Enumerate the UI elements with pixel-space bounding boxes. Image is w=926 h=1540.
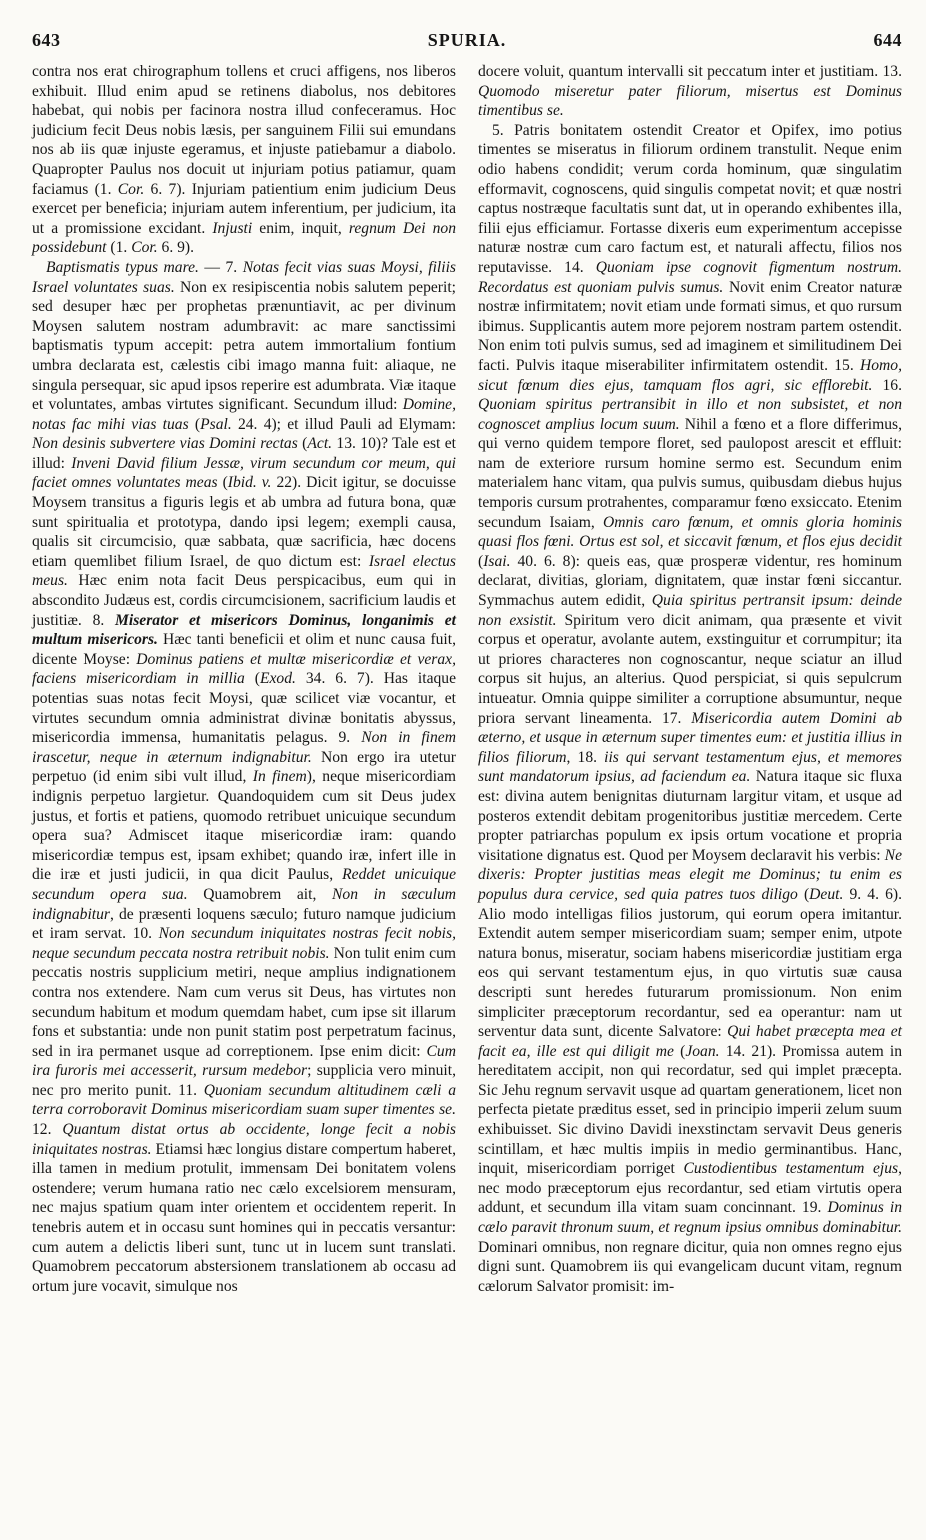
text-columns — [32, 62, 902, 1296]
page-number-right: 644 — [873, 30, 902, 50]
running-title: SPURIA. — [427, 30, 507, 50]
page-number-left: 643 — [32, 30, 61, 50]
left-column-paragraph: contra nos erat chirographum tollens et cruci affigens, nos liberos exhibuit. Illud enim apud se retinens diabolus, nos debitores habebat, qui nobis per facinora nostra illud confecerаmus. Hoc judicium fecit Deus nobis læsis, per sanguinem Filii sui emundans nos ab iis quæ injuste egeramus, et injuste patiebamur a diabolo. Quapropter Paulus nos docuit ut injuriam potius patiamur, quam faciamus (1. Cor. 6. 7). Injuriam patientium enim judicium Deus exercet per beneficia; injuriam autem inferentium, per judicium, ita ut a promissione excidant. Injusti enim, inquit, regnum Dei non possidebunt (1. Cor. 6. 9). — [32, 63, 457, 257]
left-column — [32, 62, 456, 1296]
right-column-paragraph: 5. Patris bonitatem ostendit Creator et Opifex, imo potius timentes se miseratus in filiorum ordinem transtulit. Neque enim odio habens condidit; verum corda hominum, quæ singulatim efformavit, cognoscens, quid singulis competat novit; et quæ nostri captus nostræque facultatis sunt dat, ut in operando exhibentes illa, filii ejus efficiamur. Fortasse dixeris eum experimentum accepisse naturæ nostræ cum caro factum est, et naturali affectu, filios nos reputavisse. 14. Quoniam ipse cognovit figmentum nostrum. Recordatus est quoniam pulvis sumus. Novit enim Creator naturæ nostræ infirmitatem; novit etiam unde formati simus, et quo rursum ibimus. Supplicantis autem more pejorem nostram partem ostendit. Non enim toti pulvis sumus, sed ad imaginem et similitudinem Dei facti. Pulvis itaque miserabiliter infirmitatem ostendit. 15. Homo, sicut fœnum dies ejus, tamquam flos agri, sic efflorebit. 16. Quoniam spiritus pertransibit in illo et non subsistet, et non cognoscet amplius locum suum. Nihil a fœno et a flore differimus, qui verno quidem tempore floret, sed paulopost arescit et effluit: nam de exteriore rursum homine sermo est. Secundum enim materialem hanc vitam, qua pulvis sumus, quibusdam diebus hujus temporis cursum protrahentes, comparamur fœno exsiccato. Etenim secundum Isaiam, Omnis caro fœnum, et omnis gloria hominis quasi flos fœni. Ortus est sol, et siccavit fœnum, et flos ejus decidit (Isai. 40. 6. 8): queis eas, quæ prosperæ videntur, res hominum declarat, divitias, gloriam, dignitatem, quæ instar fœni siccantur. Symmachus autem edidit, Quia spiritus pertransit ipsum: deinde non exsistit. Spiritum vero dicit animam, qua præsente et vivit corpus et operatur, avolante autem, exstinguitur et corrumpitur; ita ut priores characteres non cognoscantur, neque sciatur an illud corpus sit hujus, an alterius. Quod perspiciat, si quis sepulcrum intueatur. Omnia quippe similiter a corruptione absumuntur, neque priora servant lineamenta. 17. Misericordia autem Domini ab æterno, et usque in æternum super timentes eum: et justitia illius in filios filiorum, 18. iis qui servant testamentum ejus, et memores sunt mandatorum ipsius, ad faciendum ea. Natura itaque sic fluxa est: divina autem benignitas diuturnam largitur vitam, et usque ad posteros extendit debitam progenitoribus justitiæ mercedem. Certe propter patriarchas populum ex ipsis ortum vocatione et propria visitatione dignatus est. Quod per Moysem declaravit his verbis: Ne dixeris: Propter justitias meas elegit me Dominus; tu enim es populus dura cervice, sed quia patres tuos diligo (Deut. 9. 4. 6). Alio modo intelligas filios justorum, qui eorum opera imitantur. Extendit autem semper misericordiam suam; semper enim, utpote natura bonus, miseratur, sociam habens misericordiæ justitiam erga eos qui servant testamentum ejus, in quo virtutis suæ causa descripti sunt heredes futurarum promissionum. Non enim simpliciter præceptorum recordantur, sed ea operantur: nam ut serventur data sunt, dicente Salvatore: Qui habet præcepta mea et facit ea, ille est qui diligit me (Joan. 14. 21). Promissa autem in hereditatem accipit, non qui recordatur, sed qui implet præcepta. Sic Jehu regnum servavit usque ad quartam generationem, licet non perfecta pietate præditus esset, sed in principio imperii zelum suum exhibuisset. Sic divino Davidi inexstinctam servavit Deus generis scintillam, et hæc multis impiis in medio germinantibus. Hanc, inquit, misericordiam porriget Custodientibus testamentum ejus, nec modo præceptorum ejus recordantur, sed etiam virtutis opera addunt, et secundum illa vitam suam concinnant. 19. Dominus in cælo paravit thronum suum, et regnum ipsius omnibus dominabitur. Dominari omnibus, non regnare dicitur, quia non omnes regno ejus digni sunt. Quamobrem iis qui evangelicam ducunt vitam, regnum cælorum Salvator promisit: im- — [478, 121, 903, 1295]
right-column-paragraph: docere voluit, quantum intervalli sit peccatum inter et justitiam. 13. Quomodo miseretur pater filiorum, misertus est Dominus timentibus se. — [478, 63, 902, 120]
right-column — [478, 62, 902, 1296]
left-column-paragraph: Baptismatis typus mare. — 7. Notas fecit vias suas Moysi, filiis Israel voluntates suas. Non ex resipiscentia nobis salutem peperit; sed desuper hæc per prophetas prænuntiavit, ac per divinum Moysen salutem nostram adumbravit: ac mare sanctissimi baptismatis typum accepit: petra autem immortalium fontium umbra declarata est, cælestis cibi imago manna fuit: aliaque, ne singula persequar, sic apud ipsos reperire est adumbrata. Viæ itaque et voluntates, ambas virtutes significant. Secundum illud: Domine, notas fac mihi vias tuas (Psal. 24. 4); et illud Pauli ad Elymam: Non desinis subvertere vias Domini rectas (Act. 13. 10)? Tale est et illud: Inveni David filium Jessæ, virum secundum cor meum, qui faciet omnes voluntates meas (Ibid. v. 22). Dicit igitur, se docuisse Moysem transitus a figuris legis et ab umbra ad futura bona, quæ sunt spiritualia et prototypa, dando ipsi legem; exempli causa, qualis sit circumcisio, quæ sabbata, quæ sacrificia, hæc docens etiam quemlibet filium Israel, de quo dictum est: Israel electus meus. Hæc enim nota facit Deus perspicacibus, eum qui in abscondito Judæus est, cordis circumcisionem, sacrificium laudis et justitiæ. 8. Miserator et misericors Dominus, longanimis et multum misericors. Hæc tanti beneficii et olim et nunc causa fuit, dicente Moyse: Dominus patiens et multæ misericordiæ et verax, faciens misericordiam in millia (Exod. 34. 6. 7). Has itaque potentias suas notas fecit Moysi, quæ scilicet viæ vocantur, et virtutes secundum omnia administrat divinæ bonitatis abyssus, misericordia immensa, humanitatis pelagus. 9. Non in finem irascetur, neque in æternum indignabitur. Non ergo ira utetur perpetuo (id enim sibi vult illud, In finem), neque misericordiam indignis perpetuo largietur. Quandoquidem cum sit Deus judex justus, et fortis et patiens, quomodo retribuet unicuique secundum opera sua? Admiscet itaque misericordiæ iram: quando misericordiæ tempus est, ipsam exhibet; quando iræ, infert ille in die iræ et justi judicii, in qua dicit Paulus, Reddet unicuique secundum opera sua. Quamobrem ait, Non in sæculum indignabitur, de præsenti loquens sæculo; futuro namque judicium et iram servat. 10. Non secundum iniquitates nostras fecit nobis, neque secundum peccata nostra retribuit nobis. Non tulit enim cum peccatis nostris supplicium metiri, neque amplius indignationem contra nos extendere. Nam cum verus sit Deus, has virtutes non secundum habitum et modum quemdam habet, cum ipse sit illarum fons et substantia: unde non punit statim post perpetratum facinus, sed in ira permanet usque ad correptionem. Ipse enim dicit: Cum ira furoris mei accesserit, rursum medebor; supplicia vero minuit, nec pro merito punit. 11. Quoniam secundum altitudinem cæli a terra corroboravit Dominus misericordiam suam super timentes se. 12. Quantum distat ortus ab occidente, longe fecit a nobis iniquitates nostras. Etiamsi hæc longius distare compertum haberet, illa tamen in medium protulit, immensam Dei bonitatem volens ostendere; verum humana ratio nec cælo excelsiorem mensuram, nec majus spatium quam inter orientem et occidentem reperit. In tenebris autem et in occasu sunt homines qui in peccatis versantur: cum autem a delictis liberi sunt, tunc ut in lucem sunt translati. Quamobrem peccatorum abstersionem translationem ab occasu ad ortum jure vocavit, simulque nos — [32, 258, 457, 1295]
running-header — [32, 30, 902, 60]
